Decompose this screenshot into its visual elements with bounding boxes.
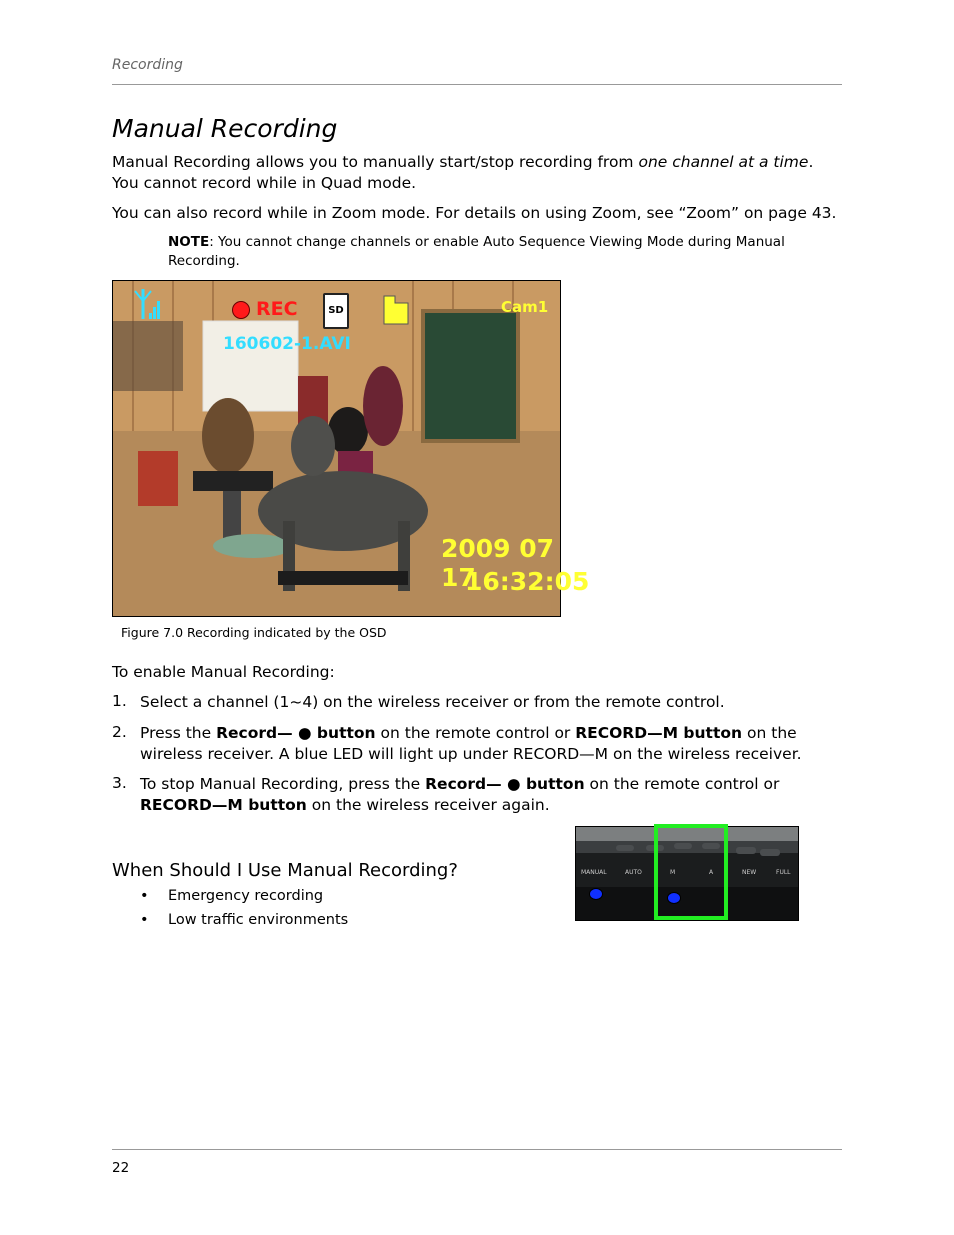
footer-rule	[112, 1149, 842, 1150]
osd-date: 2009 07 17	[441, 534, 555, 592]
sd-card-icon: SD	[323, 293, 349, 329]
receiver-label: MANUAL	[581, 869, 607, 876]
osd-rec-label: REC	[256, 298, 298, 320]
step-text: Select a channel (1~4) on the wireless receiver or from the remote control.	[140, 693, 725, 711]
step-text: Press the Record— ● button on the remote control or RECORD—M button on the wireless receiver. A blue LED will light up under RECORD—M on the wireless receiver.	[140, 724, 802, 763]
bullet-icon: •	[140, 888, 149, 904]
bullet-icon: •	[140, 912, 149, 928]
receiver-label: FULL	[776, 869, 791, 876]
list-item: Emergency recording	[168, 888, 324, 904]
osd-camera-label: Cam1	[501, 298, 549, 316]
osd-time: 16:32:05	[465, 567, 590, 596]
header-rule	[112, 84, 842, 85]
note: NOTE: You cannot change channels or enable Auto Sequence Viewing Mode during Manual Recording.	[168, 234, 785, 269]
receiver-label: M	[670, 869, 676, 876]
wireless-receiver-photo	[575, 826, 799, 921]
receiver-label: A	[709, 869, 714, 876]
receiver-label: AUTO	[625, 869, 642, 876]
step-number: 2.	[112, 723, 127, 741]
storage-status-icon	[383, 295, 409, 325]
page-title: Manual Recording	[112, 114, 338, 143]
running-header: Recording	[112, 57, 183, 73]
figure-caption: Figure 7.0 Recording indicated by the OSD	[121, 625, 387, 640]
page-number: 22	[112, 1160, 130, 1176]
step-number: 1.	[112, 692, 127, 710]
manual-led-icon	[589, 888, 603, 900]
osd-figure	[112, 280, 590, 617]
steps-intro: To enable Manual Recording:	[112, 663, 335, 681]
intro-paragraph-1: Manual Recording allows you to manually start/stop recording from one channel at a time. You cannot record while in Quad mode.	[112, 153, 814, 192]
highlight-box	[654, 824, 728, 920]
receiver-label: NEW	[742, 869, 757, 876]
intro-paragraph-2: You can also record while in Zoom mode. For details on using Zoom, see “Zoom” on page 43.	[112, 204, 837, 222]
step-text: To stop Manual Recording, press the Record— ● button on the remote control or RECORD—M button on the wireless receiver again.	[140, 775, 780, 814]
subsection-title: When Should I Use Manual Recording?	[112, 860, 458, 881]
list-item: Low traffic environments	[168, 912, 349, 928]
step-number: 3.	[112, 774, 127, 792]
signal-strength-icon	[135, 289, 161, 319]
osd-filename: 160602-1.AVI	[223, 334, 351, 354]
rec-dot-icon	[232, 301, 250, 319]
